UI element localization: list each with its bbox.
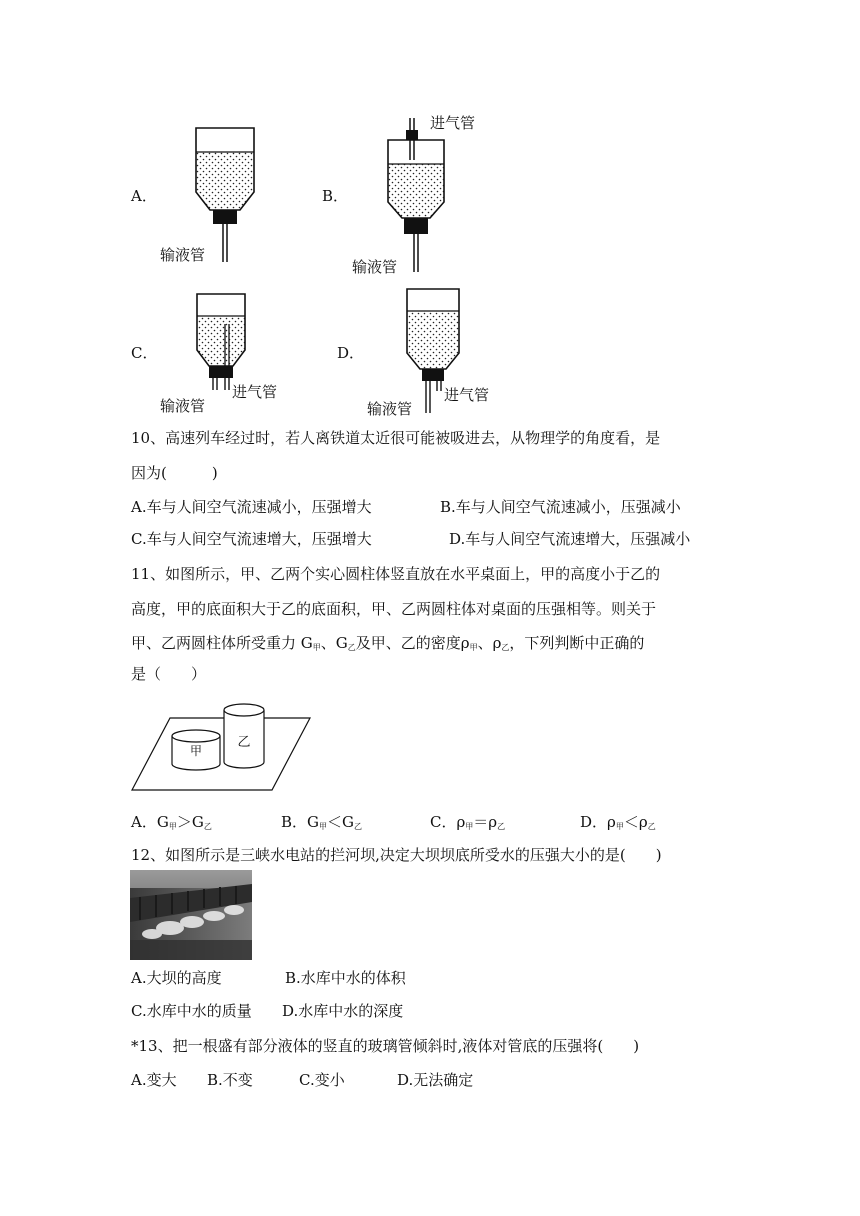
q11-sub: 甲	[469, 643, 478, 652]
q9-option-b-label: B．	[322, 187, 349, 205]
q9-option-c-label: C．	[131, 344, 158, 362]
q9-option-b-air-label: 进气管	[430, 114, 476, 132]
q11-option-text: A．G	[131, 813, 169, 831]
q11-stem-line-2: 高度，甲的底面积大于乙的底面积，甲、乙两圆柱体对桌面的压强相等。则关于	[131, 600, 657, 618]
q11-stem-line-3	[131, 633, 644, 658]
q11-option-b	[281, 812, 362, 837]
q11-option-d	[580, 812, 656, 837]
q11-option-c	[430, 812, 505, 837]
q12-option-c: C.水库中水的质量	[131, 1002, 252, 1020]
q9-option-c-bottle-figure	[192, 290, 252, 390]
q11-text: ，下列判断中正确的	[509, 634, 645, 652]
q11-figure-jia-label: 甲	[189, 744, 203, 758]
q11-text: 、G	[320, 634, 348, 652]
q11-sub: 乙	[501, 643, 510, 652]
q11-option-text: ＞G	[176, 813, 204, 831]
q11-text: 甲、乙两圆柱体所受重力 G	[131, 634, 313, 652]
q9-option-c-tube-label: 输液管	[160, 397, 206, 415]
q10-option-a: A.车与人间空气流速减小，压强增大	[131, 498, 372, 516]
q12-option-a: A.大坝的高度	[131, 969, 222, 987]
q11-option-a	[131, 812, 212, 837]
q11-sub: 甲	[465, 822, 474, 831]
q9-option-d-label: D．	[337, 344, 365, 362]
q12-stem: 12、如图所示是三峡水电站的拦河坝,决定大坝坝底所受水的压强大小的是( )	[131, 846, 662, 864]
q11-sub: 甲	[615, 822, 624, 831]
q13-option-b: B.不变	[207, 1071, 253, 1089]
q13-option-d: D.无法确定	[397, 1071, 474, 1089]
q11-cylinders-figure	[130, 698, 312, 792]
q11-option-text: ＜G	[327, 813, 354, 831]
q9-option-b-tube-label: 输液管	[352, 258, 398, 276]
q10-option-c: C.车与人间空气流速增大，压强增大	[131, 530, 372, 548]
q11-sub: 甲	[168, 822, 177, 831]
q12-option-d: D.水库中水的深度	[282, 1002, 404, 1020]
q11-option-text: C．ρ	[430, 813, 466, 831]
q11-stem-line-4: 是（ ）	[131, 665, 207, 683]
q10-stem-line-1: 10、高速列车经过时，若人离铁道太近很可能被吸进去，从物理学的角度看，是	[131, 429, 661, 447]
q11-stem-line-1: 11、如图所示，甲、乙两个实心圆柱体竖直放在水平桌面上，甲的高度小于乙的	[131, 565, 661, 583]
q9-option-a-label: A．	[131, 187, 157, 205]
q10-stem-line-2: 因为( )	[131, 464, 218, 482]
q11-figure-yi-label: 乙	[237, 735, 251, 750]
q11-text: 及甲、乙的密度ρ	[355, 634, 470, 652]
q12-option-b: B.水库中水的体积	[285, 969, 406, 987]
q9-option-a-tube-label: 输液管	[160, 246, 206, 264]
q11-option-text: ＝ρ	[473, 813, 498, 831]
q11-text: 、ρ	[477, 634, 502, 652]
q11-sub: 乙	[347, 643, 356, 652]
q10-option-b: B.车与人间空气流速减小，压强减小	[440, 498, 681, 516]
q9-option-d-tube-label: 输液管	[367, 400, 413, 418]
q13-option-a: A.变大	[131, 1071, 177, 1089]
q10-option-d: D.车与人间空气流速增大，压强减小	[449, 530, 691, 548]
q11-sub: 乙	[647, 822, 656, 831]
q11-option-text: B．G	[281, 813, 320, 831]
q11-sub: 甲	[319, 822, 328, 831]
q11-sub: 乙	[497, 822, 506, 831]
q9-option-c-air-label: 进气管	[232, 383, 278, 401]
q11-sub: 甲	[312, 643, 321, 652]
q9-option-d-air-label: 进气管	[444, 386, 490, 404]
q13-stem: *13、把一根盛有部分液体的竖直的玻璃管倾斜时,液体对管底的压强将( )	[131, 1037, 640, 1055]
q11-sub: 乙	[354, 822, 362, 831]
q9-option-a-bottle-figure	[190, 122, 260, 264]
q9-option-b-bottle-figure	[382, 118, 452, 274]
q13-option-c: C.变小	[299, 1071, 345, 1089]
q12-dam-photo	[130, 870, 252, 960]
q11-option-text: ＜ρ	[623, 813, 648, 831]
q11-option-text: D．ρ	[580, 813, 616, 831]
q11-sub: 乙	[203, 822, 212, 831]
